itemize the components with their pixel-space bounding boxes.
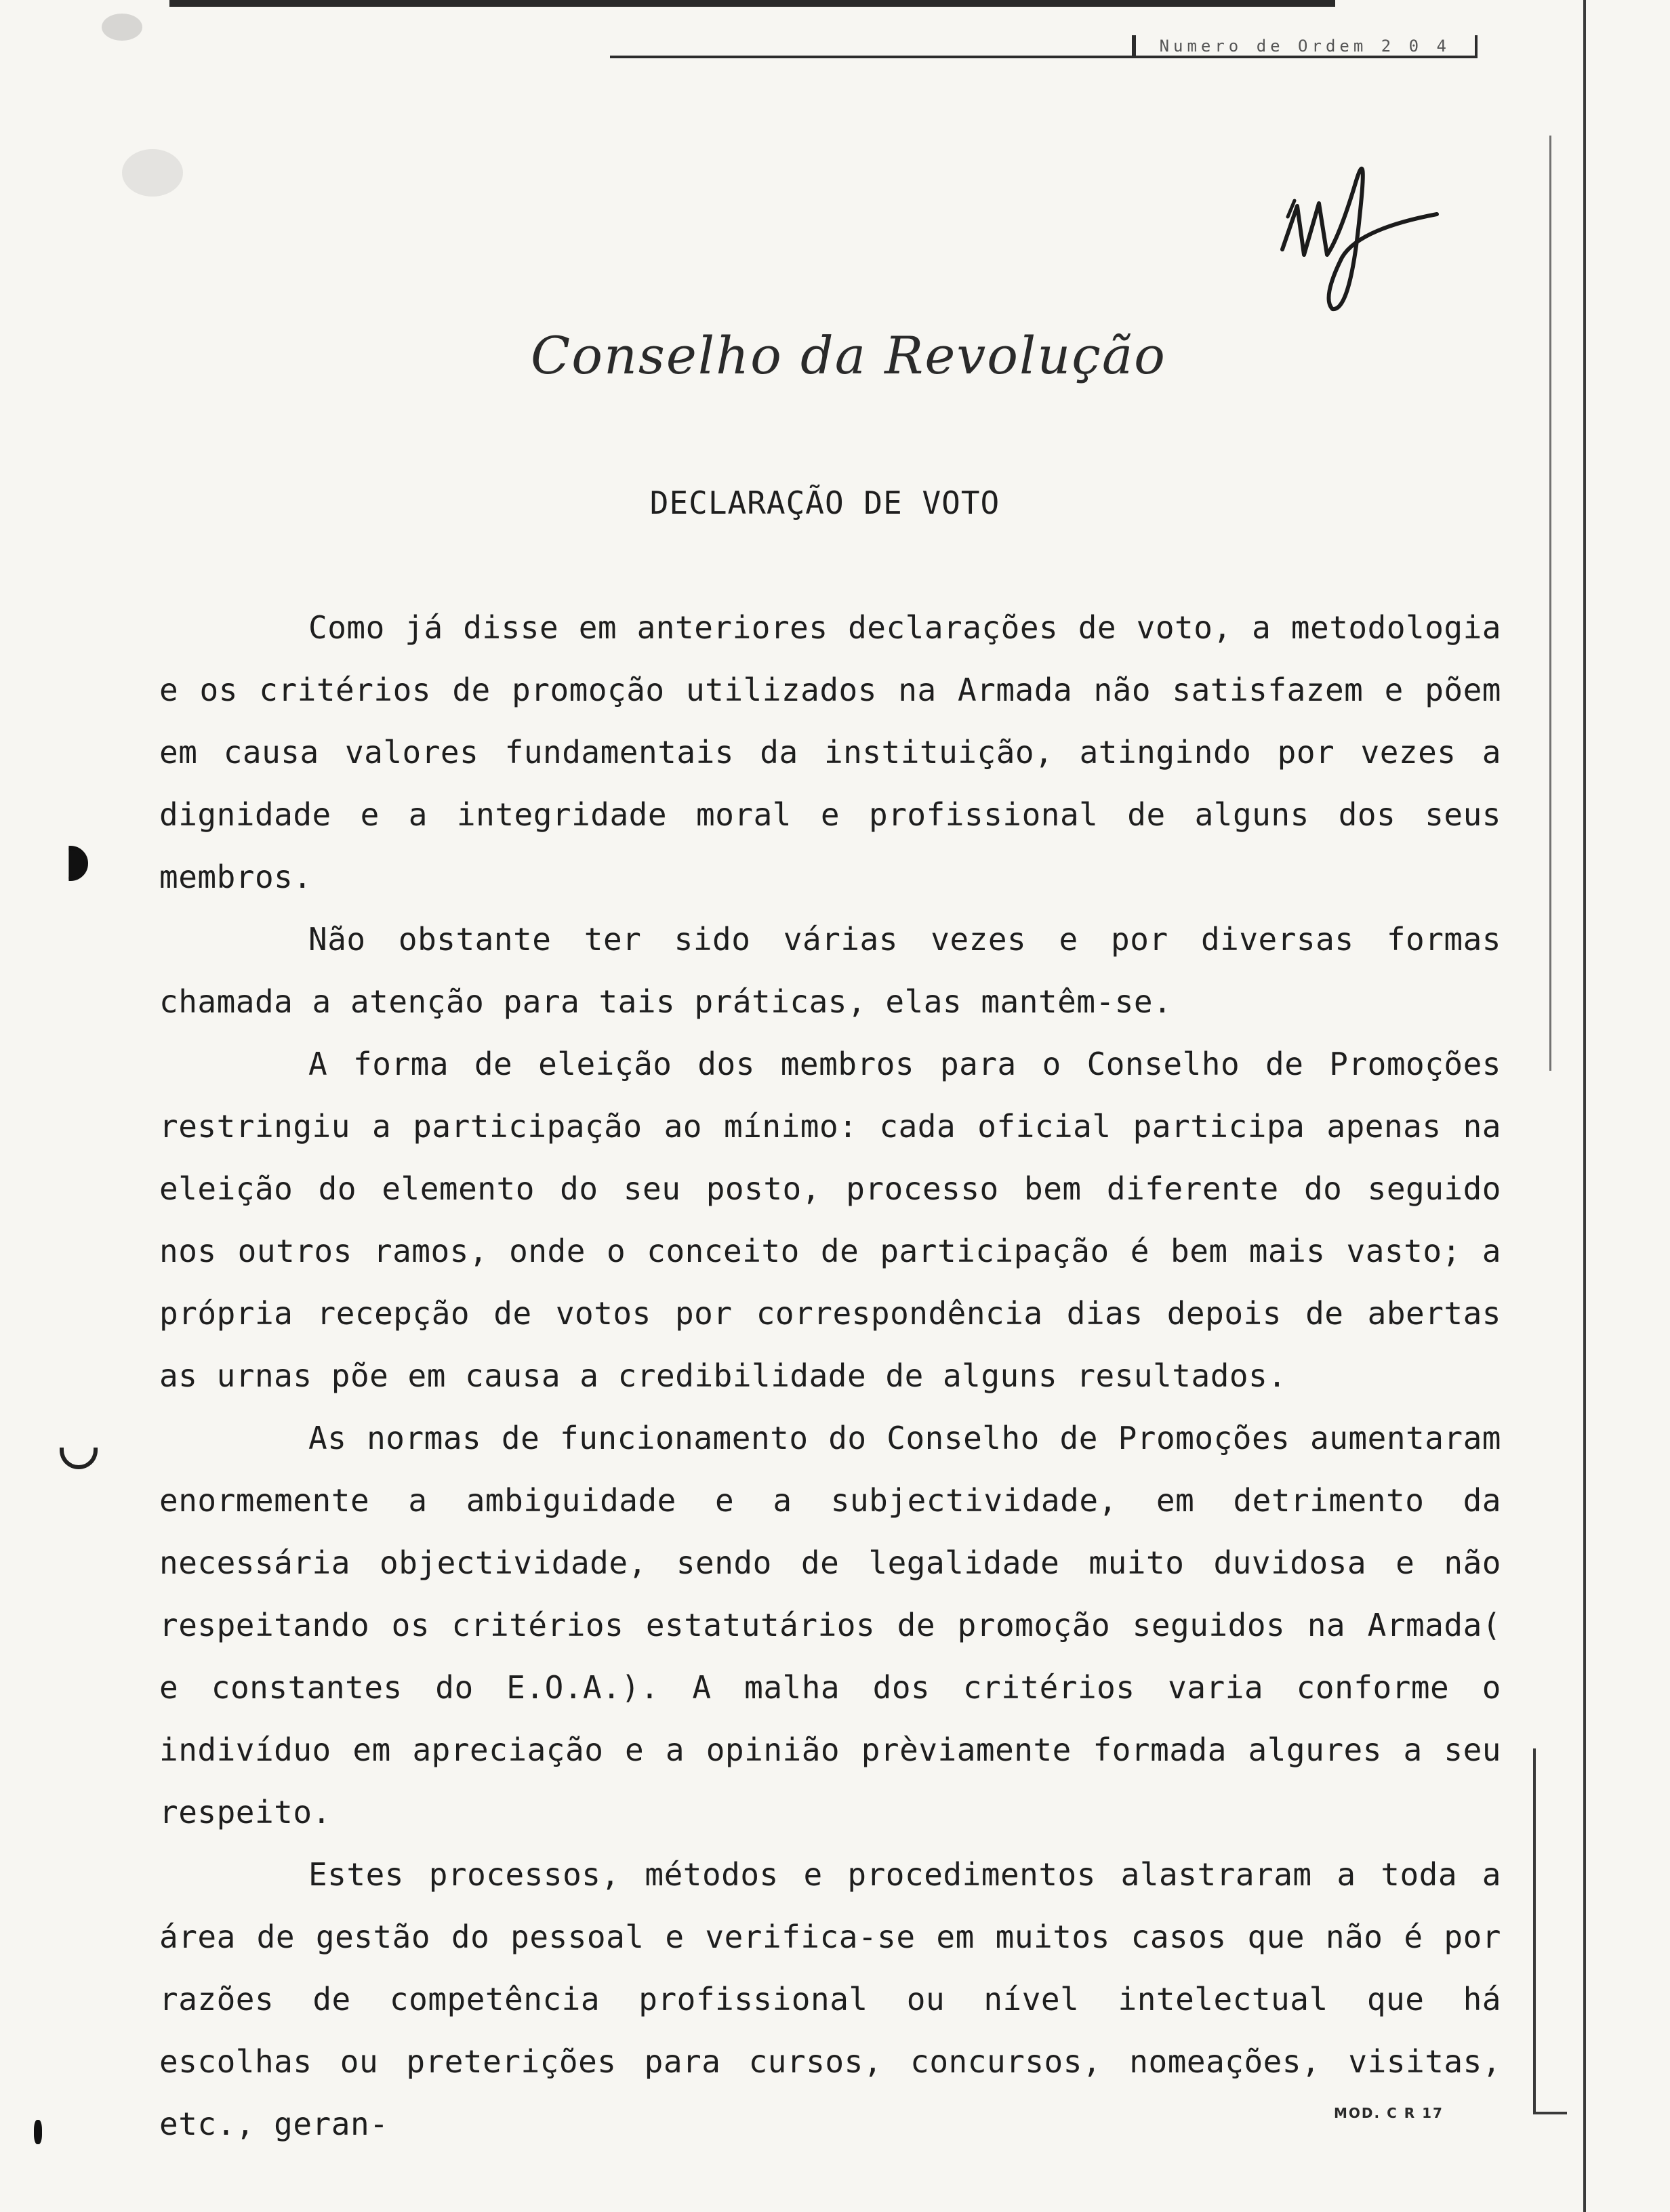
body-paragraph: Não obstante ter sido várias vezes e por diversas formas chamada a atenção para tais práticas, elas mantêm-se.	[159, 921, 1501, 1020]
handwritten-initials-signature	[1274, 136, 1464, 332]
body-paragraph: Como já disse em anteriores declarações de voto, a metodologia e os critérios de promoção utilizados na Armada não satisfazem e põem em causa valores fundamentais da instituição, atingindo por vezes a dignidade e a integridade moral e profissional de alguns dos seus membros.	[159, 609, 1501, 895]
header-top-rule	[169, 0, 1335, 7]
binder-hole-mark	[60, 1448, 98, 1469]
body-paragraph: Estes processos, métodos e procedimentos alastraram a toda a área de gestão do pessoal e verifica-se em muitos casos que não é por razões de competência profissional ou nível intelectual que há escolhas ou preterições para cursos, concursos, nomeações, visitas, etc., geran-	[159, 1856, 1501, 2142]
right-margin-bracket	[1533, 1748, 1536, 2114]
document-body	[159, 596, 1501, 2155]
header-form-field	[610, 35, 1478, 58]
form-number-stub: Numero de Ordem 2 0 4	[1159, 37, 1450, 56]
header-field-end-tick	[1475, 35, 1478, 58]
scan-noise	[102, 14, 142, 41]
scan-noise	[122, 149, 183, 197]
binder-hole-mark	[53, 846, 88, 881]
right-margin-scan-line-inner	[1549, 136, 1551, 1071]
document-title: DECLARAÇÃO DE VOTO	[649, 485, 1000, 521]
form-model-code: MOD. C R 17	[1334, 2105, 1444, 2121]
header-field-tick	[1132, 35, 1136, 58]
body-paragraph: A forma de eleição dos membros para o Conselho de Promoções restringiu a participação ao mínimo: cada oficial participa apenas na eleição do elemento do seu posto, processo bem diferente do seguido nos outros ramos, onde o conceito de participação é bem mais vasto; a própria recepção de votos por correspondência dias depois de abertas as urnas põe em causa a credibilidade de alguns resultados.	[159, 1046, 1501, 1394]
body-paragraph: As normas de funcionamento do Conselho de Promoções aumentaram enormemente a ambiguidade e a subjectividade, em detrimento da necessária objectividade, sendo de legalidade muito duvidosa e não respeitando os critérios estatutários de promoção seguidos na Armada( e constantes do E.O.A.). A malha dos critérios varia conforme o indivíduo em apreciação e a opinião prèviamente formada algures a seu respeito.	[159, 1420, 1501, 1830]
right-margin-bracket-foot	[1533, 2112, 1567, 2114]
margin-blot	[34, 2120, 42, 2144]
letterhead-institution-name: Conselho da Revolução	[531, 325, 1166, 386]
